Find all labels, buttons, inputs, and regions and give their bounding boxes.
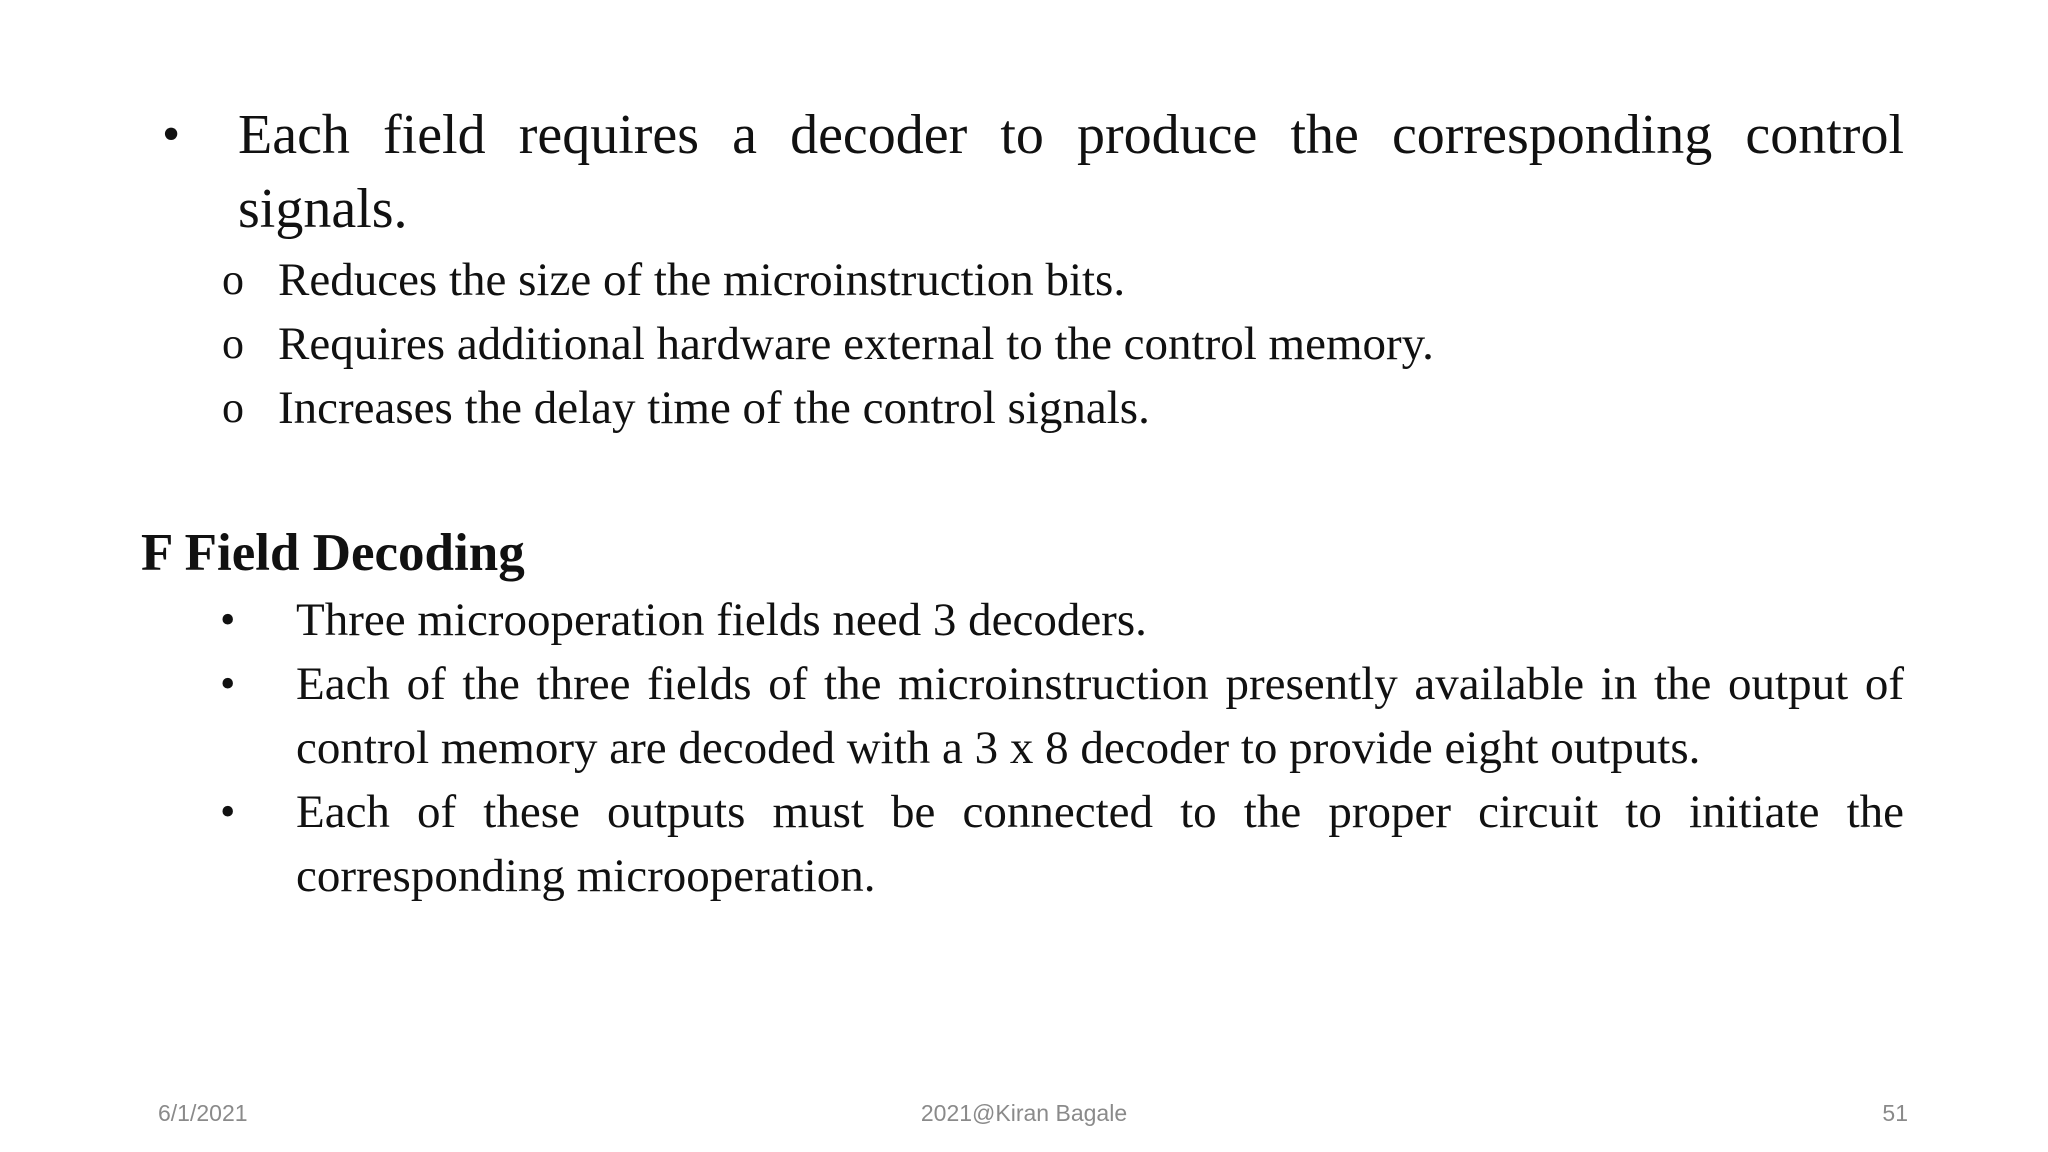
sub-bullet-marker: o: [222, 383, 244, 432]
sub-bullet-item: [222, 376, 1622, 440]
slide-number: 51: [1882, 1100, 1908, 1126]
section-bullet-text: Three microoperation fields need 3 decoders.: [296, 594, 1147, 646]
sub-bullet-text: Increases the delay time of the control signals.: [278, 382, 1150, 434]
sub-bullet-marker: o: [222, 255, 244, 304]
sub-bullet-text: Reduces the size of the microinstruction bits.: [278, 254, 1126, 306]
section-bullet-text: Each of these outputs must be connected to the proper circuit to initiate the corresponding microoperation.: [296, 786, 1904, 902]
section-heading: F Field Decoding: [141, 524, 525, 582]
bullet-marker: •: [220, 659, 236, 708]
sub-bullet-list: [222, 248, 1622, 440]
bullet-marker: •: [220, 787, 236, 836]
section-bullet-item: [220, 588, 1904, 652]
sub-bullet-item: [222, 248, 1622, 312]
bullet-marker: •: [220, 595, 236, 644]
section-bullet-item: [220, 652, 1904, 780]
sub-bullet-item: [222, 312, 1622, 376]
footer-author: 2021@Kiran Bagale: [920, 1100, 1128, 1126]
footer-date: 6/1/2021: [158, 1100, 248, 1126]
section-bullet-list: [220, 588, 1904, 908]
main-bullet-item: [162, 98, 1904, 246]
bullet-marker: •: [162, 106, 181, 163]
section-bullet-item: [220, 780, 1904, 908]
main-bullet-text: Each field requires a decoder to produce the corresponding control signals.: [238, 104, 1904, 240]
sub-bullet-text: Requires additional hardware external to the control memory.: [278, 318, 1434, 370]
section-bullet-text: Each of the three fields of the microinstruction presently available in the output of control memory are decoded with a 3 x 8 decoder to provide eight outputs.: [296, 658, 1904, 774]
sub-bullet-marker: o: [222, 319, 244, 368]
